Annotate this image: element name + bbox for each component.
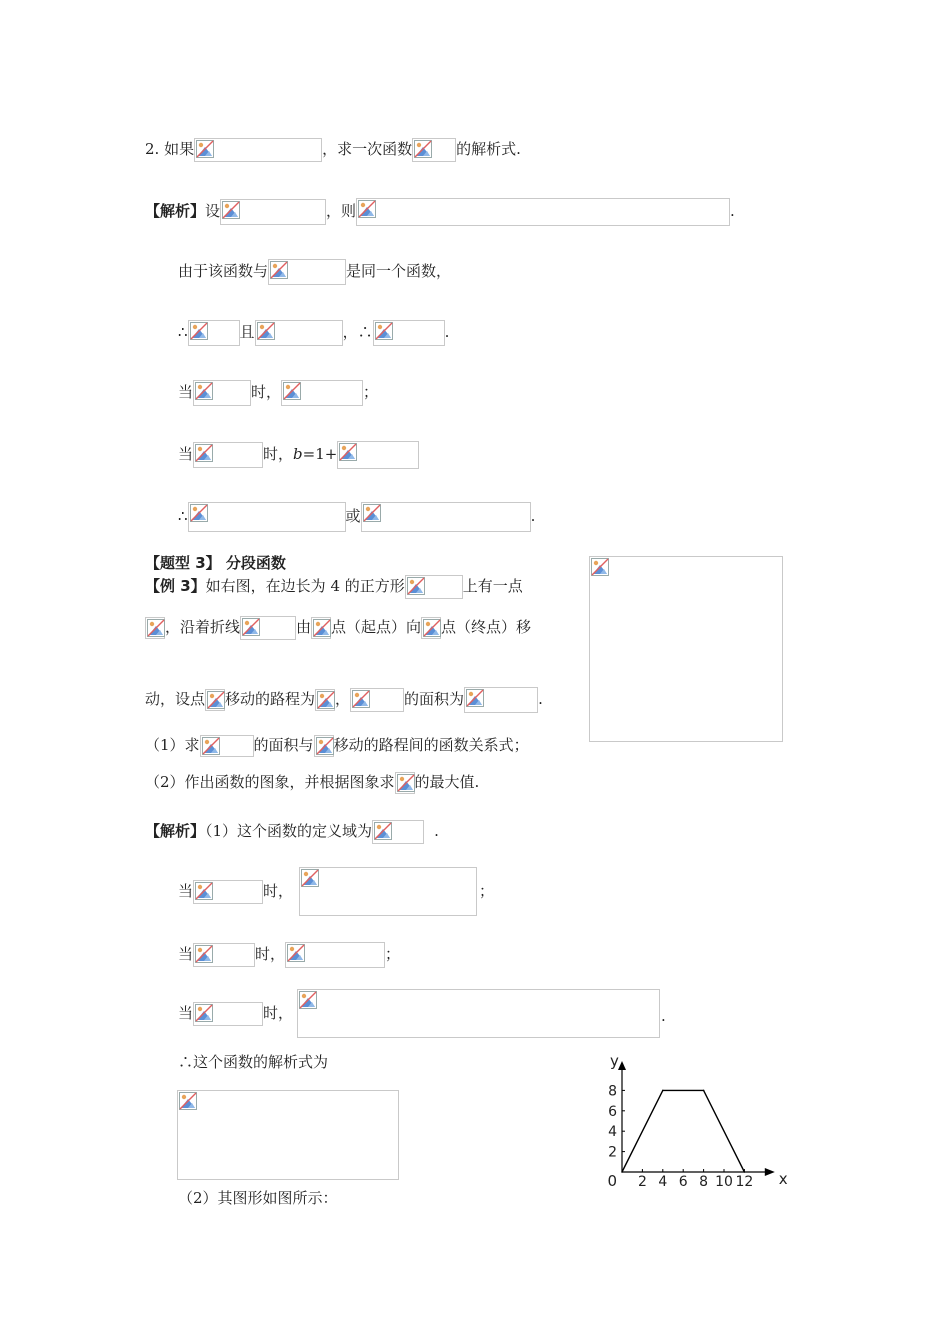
x-tick-label: 4 (658, 1174, 668, 1190)
text: （2）作出函数的图象，并根据图象求 (145, 773, 395, 791)
text: ， (335, 690, 351, 708)
text: . (530, 507, 536, 525)
text: . (730, 202, 735, 220)
x-tick-label: 12 (735, 1174, 754, 1190)
broken-image-icon (285, 942, 385, 968)
question-2-line (145, 138, 521, 162)
text: 移动的路程为 (225, 690, 316, 708)
solution3-line-3 (178, 942, 400, 968)
example-line-1 (145, 575, 523, 599)
solution-line-5 (178, 441, 419, 469)
solution-line-3 (178, 320, 449, 346)
broken-image-icon (188, 502, 346, 532)
solution3-line-1 (145, 820, 439, 844)
text: . (538, 690, 543, 708)
text: =1+ (302, 445, 338, 463)
text: 移动的路程间的函数关系式； (333, 736, 529, 754)
broken-image-icon (268, 259, 346, 285)
example-line-3 (145, 687, 543, 713)
x-tick-label: 8 (699, 1174, 709, 1190)
formula-image (299, 867, 477, 916)
solution-line-4 (178, 380, 378, 406)
conclusion-line: ∴这个函数的解析式为 (178, 1053, 329, 1071)
text: 当 (178, 445, 194, 463)
broken-image-icon (193, 380, 251, 406)
broken-image-icon (372, 820, 424, 844)
y-axis-arrow (618, 1061, 626, 1070)
broken-image-icon (205, 689, 225, 711)
data-point (662, 1090, 664, 1092)
section-title: 【题型 3】 分段函数 (145, 554, 286, 572)
broken-image-icon (179, 1092, 197, 1110)
data-point (621, 1171, 623, 1173)
text: （1）求 (145, 736, 200, 754)
text: 当 (178, 1004, 194, 1022)
solution-tag: 【解析】 (145, 202, 206, 220)
text: 当 (178, 945, 194, 963)
broken-image-icon (337, 441, 419, 469)
solution-line-1 (145, 198, 735, 226)
broken-image-icon (193, 943, 255, 967)
text: ，则 (326, 202, 357, 220)
broken-image-icon (314, 735, 334, 757)
question-2-line (145, 771, 479, 794)
y-tick-label: 6 (608, 1103, 617, 1120)
text: 如右图，在边长为 4 的正方形 (205, 577, 405, 595)
piecewise-function-graph (600, 1050, 790, 1196)
x-tick-label: 2 (637, 1174, 647, 1190)
text: b (293, 445, 303, 463)
broken-image-icon (193, 880, 263, 904)
figure-caption: （2）其图形如图所示： (178, 1189, 338, 1207)
broken-image-icon (591, 558, 609, 576)
broken-image-icon (301, 869, 319, 887)
text: 的最大值. (414, 773, 480, 791)
broken-image-icon (193, 1002, 263, 1026)
example-tag: 【例 3】 (145, 577, 206, 595)
y-tick-label: 2 (608, 1144, 617, 1161)
solution3-line-4 (178, 1002, 293, 1026)
broken-image-icon (356, 198, 730, 226)
text: ∴ (178, 507, 188, 525)
text: 当 (178, 882, 194, 900)
solution-line-2 (178, 259, 451, 285)
question-1-line (145, 734, 529, 757)
broken-image-icon (373, 320, 445, 346)
origin-label: 0 (607, 1172, 617, 1190)
formula-image (297, 989, 660, 1038)
broken-image-icon (315, 689, 335, 711)
broken-image-icon (361, 502, 531, 532)
text: ； (385, 945, 401, 963)
broken-image-icon (220, 199, 326, 225)
question-number: 2. (145, 140, 160, 158)
text: 时， (263, 882, 294, 900)
broken-image-icon (311, 617, 331, 639)
broken-image-icon (200, 735, 254, 757)
text: 上有一点 (462, 577, 523, 595)
text: 的面积为 (404, 690, 465, 708)
data-point (703, 1090, 705, 1092)
text: ，沿着折线 (165, 618, 241, 636)
solution-line-6 (178, 502, 535, 532)
text: 时， (255, 945, 286, 963)
text: ； (363, 383, 379, 401)
square-figure-image (589, 556, 783, 742)
broken-image-icon (255, 320, 343, 346)
text: 时， (263, 1004, 294, 1022)
text: 且 (239, 323, 255, 341)
x-axis-label: x (778, 1170, 788, 1188)
broken-image-icon (194, 138, 322, 162)
data-point (744, 1171, 746, 1173)
broken-image-icon (395, 772, 415, 794)
text: （1）这个函数的定义域为 (205, 822, 373, 840)
x-tick-label: 10 (715, 1174, 733, 1190)
text: 点（起点）向 (331, 618, 422, 636)
x-tick-label: 6 (678, 1174, 688, 1190)
broken-image-icon (299, 991, 317, 1009)
broken-image-icon (281, 380, 363, 406)
solution-tag: 【解析】 (145, 822, 206, 840)
semicolon: ； (479, 882, 495, 900)
text: . (434, 822, 439, 840)
text: . (444, 323, 450, 341)
text: 设 (205, 202, 221, 220)
text: 时， (263, 445, 294, 463)
text: 的面积与 (253, 736, 314, 754)
period: . (661, 1007, 666, 1025)
broken-image-icon (188, 320, 240, 346)
text: 时， (251, 383, 282, 401)
broken-image-icon (412, 138, 456, 162)
text: ，∴ (342, 323, 373, 341)
text: 点（终点）移 (441, 618, 532, 636)
text: 或 (345, 507, 361, 525)
x-axis-arrow (765, 1168, 775, 1176)
broken-image-icon (145, 617, 165, 639)
y-axis-label: y (610, 1052, 619, 1070)
text: 由 (296, 618, 312, 636)
broken-image-icon (464, 687, 538, 713)
piecewise-formula-image (177, 1090, 399, 1180)
broken-image-icon (350, 688, 404, 712)
text: ∴ (178, 323, 188, 341)
series-line (622, 1090, 744, 1172)
text: 当 (178, 383, 194, 401)
text: 由于该函数与 (178, 262, 269, 280)
text: ，求一次函数 (322, 140, 413, 158)
y-tick-label: 4 (608, 1124, 617, 1141)
text: 动，设点 (145, 690, 206, 708)
text: 是同一个函数， (346, 262, 452, 280)
solution3-line-2 (178, 880, 293, 904)
text: 如果 (164, 140, 195, 158)
y-tick-label: 8 (608, 1083, 617, 1100)
example-line-2 (145, 616, 531, 640)
broken-image-icon (405, 575, 463, 599)
broken-image-icon (240, 616, 296, 640)
broken-image-icon (193, 442, 263, 468)
text: 的解析式. (456, 140, 521, 158)
broken-image-icon (421, 617, 441, 639)
